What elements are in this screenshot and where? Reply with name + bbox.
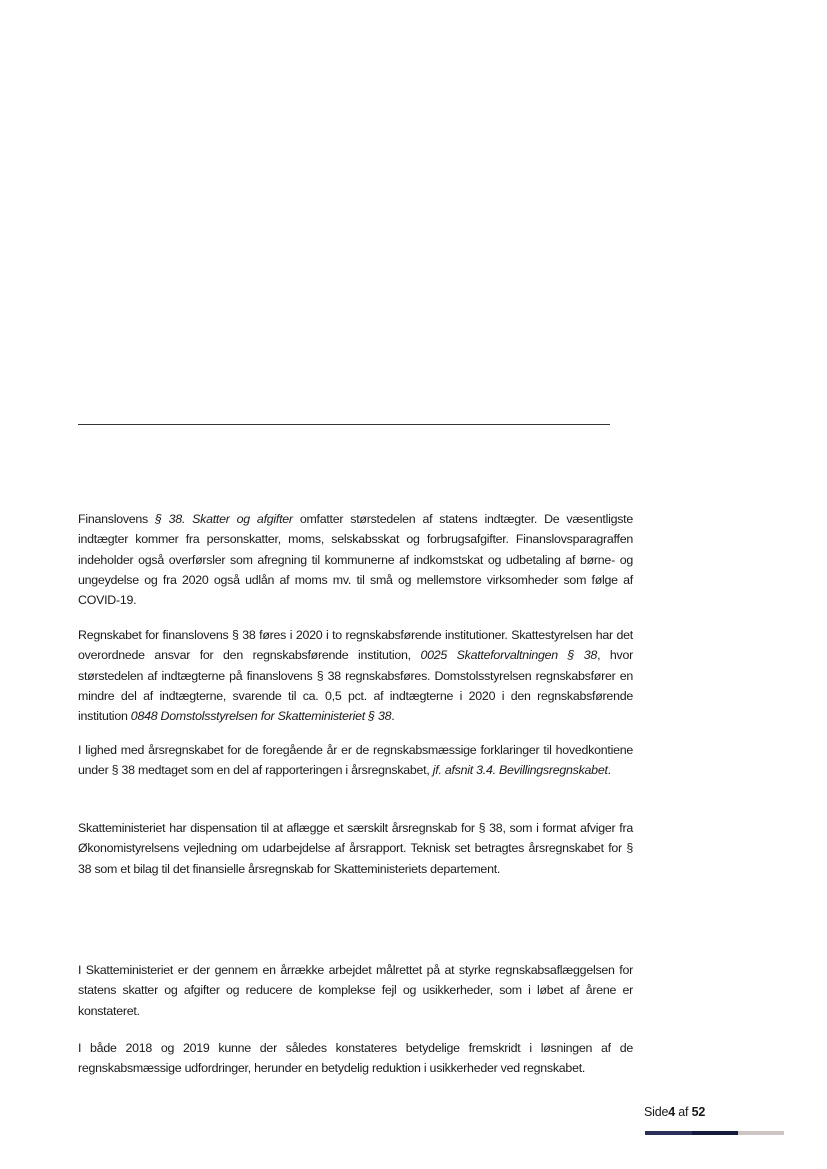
current-page: 4 [668,1105,675,1119]
institution-reference: 0848 Domstolsstyrelsen for Skatteministeriet § 38 [130,709,392,724]
paragraph-forklaringer: I lighed med årsregnskabet for de foregående år er de regnskabsmæssige forklaringer til hovedkontiene under § 38 medtaget som en del af rapporteringen i årsregnskabet, jf. afsnit 3.4. Bevillingsregnskabet. [78,743,633,778]
paragraph-finanslov-intro: Finanslovens § 38. Skatter og afgifter omfatter størstedelen af statens indtægter. De væsentligste indtægter kommer fra personskatter, moms, selskabsskat og forbrugsafgifter. Finanslovsparagraffen indeholder også overførsler som afregning til kommunerne af indkomstskat og udbetaling af børne- og ungeydelse og fra 2020 også udlån af moms mv. til små og mellemstore virksomheder som følge af COVID-19. [78,512,633,608]
cross-reference: jf. afsnit 3.4. Bevillingsregnskabet [432,763,608,778]
paragraph-regnskabsfoerende-institutioner: Regnskabet for finanslovens § 38 føres i 2020 i to regnskabsførende institutioner. Skattestyrelsen har det overordnede ansvar for den regnskabsførende institution, 0025 Skatteforvaltningen § 38, hvor størstedelen af indtægterne på finanslovens § 38 regnskabsføres. Domstolsstyrelsen regnskabsfører en mindre del af indtægterne, svarende til ca. 0,5 pct. af indtægterne i 2020 i den regnskabsførende institution 0848 Domstolsstyrelsen for Skatteministeriet § 38. [78,628,633,724]
institution-reference: 0025 Skatteforvaltningen § 38 [420,648,598,663]
footer-bar-segment-1 [645,1131,692,1135]
total-pages: 52 [691,1105,706,1119]
page-label: Side [644,1105,669,1119]
paragraph-fremskridt: I både 2018 og 2019 kunne der således konstateres betydelige fremskridt i løsningen af de regnskabsmæssige udfordringer, herunder en betydelig reduktion i usikkerheder ved regnskabet. [78,1041,633,1076]
page-number [644,1105,705,1119]
section-divider [78,424,610,425]
paragraph-dispensation: Skatteministeriet har dispensation til at aflægge et særskilt årsregnskab for § 38, som i format afviger fra Økonomistyrelsens vejledning om udarbejdelse af årsrapport. Teknisk set betragtes årsregnskabet for § 38 som et bilag til det finansielle årsregnskab for Skatteministeriets departement. [78,821,633,876]
footer-bar-segment-3 [738,1131,784,1135]
footer-bar-segment-2 [692,1131,738,1135]
of-label: af [678,1105,689,1119]
section-reference: § 38. Skatter og afgifter [155,512,293,526]
paragraph-styrke-regnskab: I Skatteministeriet er der gennem en årrække arbejdet målrettet på at styrke regnskabsaflæggelsen for statens skatter og afgifter og reducere de komplekse fejl og usikkerheder, som i løbet af årene er konstateret. [78,963,633,1018]
